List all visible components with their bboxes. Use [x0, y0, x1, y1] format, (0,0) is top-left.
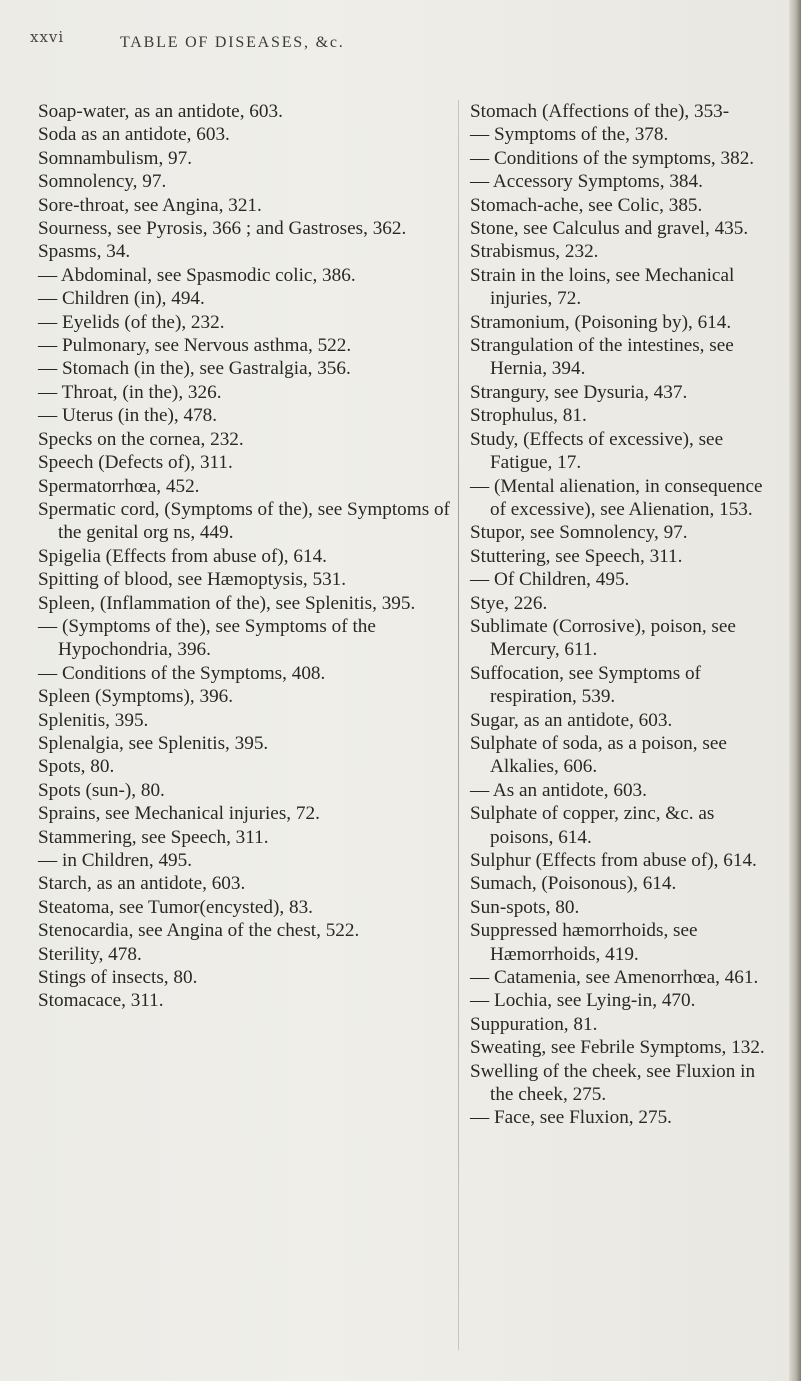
index-entry: Specks on the cornea, 232. [38, 428, 244, 450]
index-entry: Stone, see Calculus and gravel, 435. [470, 218, 749, 240]
index-entry: Sugar, as an antidote, 603. [470, 709, 673, 731]
index-entry: Sulphate of copper, zinc, &c. as poisons, 614. [470, 803, 715, 848]
index-column-right [470, 100, 770, 1130]
index-entry: Soap-water, as an antidote, 603. [38, 101, 283, 122]
index-entry: — Of Children, 495. [470, 569, 630, 591]
index-entry: Sterility, 478. [38, 943, 142, 965]
index-entry: Strangury, see Dysuria, 437. [470, 381, 688, 403]
index-column-left [38, 100, 450, 1013]
index-entry: Spigelia (Effects from abuse of), 614. [38, 545, 327, 567]
index-entry: Strabismus, 232. [470, 241, 599, 263]
index-entry: Sublimate (Corrosive), poison, see Mercury, 611. [470, 615, 736, 661]
index-entry: Strangulation of the intestines, see Hernia, 394. [470, 335, 734, 380]
index-entry: — (Mental alienation, in consequence of excessive), see Alienation, 153. [470, 475, 763, 520]
index-entry: Sun-spots, 80. [470, 896, 580, 918]
index-entry: Spasms, 34. [38, 241, 131, 263]
page-edge-shadow [789, 0, 801, 1381]
index-entry: Stuttering, see Speech, 311. [470, 545, 683, 567]
index-entry: Stramonium, (Poisoning by), 614. [470, 311, 732, 333]
index-entry: Sulphur (Effects from abuse of), 614. [470, 850, 757, 871]
index-entry: Sulphate of soda, as a poison, see Alkalies, 606. [470, 732, 727, 778]
index-entry: — Throat, (in the), 326. [38, 381, 222, 403]
index-entry: Stammering, see Speech, 311. [38, 826, 269, 848]
running-head: TABLE OF DISEASES, &c. [120, 34, 345, 51]
index-entry: Somnolency, 97. [38, 171, 167, 193]
index-entry: Starch, as an antidote, 603. [38, 873, 246, 895]
page-header [30, 28, 770, 52]
index-entry: Soda as an antidote, 603. [38, 124, 230, 146]
index-entry: Study, (Effects of excessive), see Fatigue, 17. [470, 428, 724, 474]
index-entry: Spermatic cord, (Symptoms of the), see Symptoms of the genital org ns, 449. [38, 498, 450, 544]
index-entry: Suppuration, 81. [470, 1013, 598, 1035]
index-entry: Stupor, see Somnolency, 97. [470, 522, 688, 544]
index-entry: — Abdominal, see Spasmodic colic, 386. [38, 264, 356, 286]
index-entry: — Catamenia, see Amenorrhœa, 461. [470, 967, 759, 989]
index-entry: Stomach-ache, see Colic, 385. [470, 194, 703, 216]
index-entry: Stomacace, 311. [38, 990, 164, 1012]
index-entry: Strain in the loins, see Mechanical injuries, 72. [470, 264, 735, 310]
index-entry: Sourness, see Pyrosis, 366 ; and Gastroses, 362. [38, 218, 407, 240]
index-entry: — Eyelids (of the), 232. [38, 311, 225, 333]
index-entry: Swelling of the cheek, see Fluxion in the cheek, 275. [470, 1060, 756, 1106]
index-entry: Strophulus, 81. [470, 405, 587, 427]
column-divider [458, 100, 459, 1350]
index-entry: — Uterus (in the), 478. [38, 405, 218, 427]
index-entry: Spleen, (Inflammation of the), see Splenitis, 395. [38, 592, 416, 614]
index-entry: Spots, 80. [38, 756, 115, 778]
index-entry: Spleen (Symptoms), 396. [38, 686, 234, 708]
index-entry: Stings of insects, 80. [38, 967, 198, 989]
index-entry: — (Symptoms of the), see Symptoms of the Hypochondria, 396. [38, 615, 376, 661]
index-entry: Somnambulism, 97. [38, 147, 193, 169]
index-entry: — As an antidote, 603. [470, 779, 647, 801]
index-entry: Speech (Defects of), 311. [38, 452, 233, 474]
page-number: xxvi [30, 28, 65, 46]
index-entry: — Children (in), 494. [38, 288, 205, 310]
index-entry: Stye, 226. [470, 592, 548, 614]
index-entry: — Face, see Fluxion, 275. [470, 1107, 672, 1129]
index-entry: — Pulmonary, see Nervous asthma, 522. [38, 335, 352, 357]
index-entry: Suffocation, see Symptoms of respiration, 539. [470, 662, 701, 708]
index-entry: — Symptoms of the, 378. [470, 124, 669, 146]
index-entry: Sprains, see Mechanical injuries, 72. [38, 803, 320, 825]
index-entry: Sweating, see Febrile Symptoms, 132. [470, 1037, 765, 1059]
index-entry: Steatoma, see Tumor(encysted), 83. [38, 896, 313, 918]
index-entry: — Conditions of the Symptoms, 408. [38, 662, 326, 684]
index-entry: Spitting of blood, see Hæmoptysis, 531. [38, 569, 347, 591]
index-entry: Spots (sun-), 80. [38, 779, 165, 801]
index-entry: Splenitis, 395. [38, 709, 149, 731]
index-entry: Spermatorrhœa, 452. [38, 475, 200, 497]
index-entry: Splenalgia, see Splenitis, 395. [38, 732, 269, 754]
index-entry: — Conditions of the symptoms, 382. [470, 147, 755, 169]
index-entry: — Accessory Symptoms, 384. [470, 171, 703, 193]
index-entry: — Lochia, see Lying-in, 470. [470, 990, 696, 1012]
index-entry: Stenocardia, see Angina of the chest, 522. [38, 920, 360, 942]
index-entry: Stomach (Affections of the), 353- [470, 101, 730, 122]
index-entry: Suppressed hæmorrhoids, see Hæmorrhoids, 419. [470, 920, 698, 965]
index-entry: Sore-throat, see Angina, 321. [38, 194, 262, 216]
index-entry: Sumach, (Poisonous), 614. [470, 873, 677, 895]
index-entry: — Stomach (in the), see Gastralgia, 356. [38, 358, 351, 380]
index-entry: — in Children, 495. [38, 850, 193, 871]
